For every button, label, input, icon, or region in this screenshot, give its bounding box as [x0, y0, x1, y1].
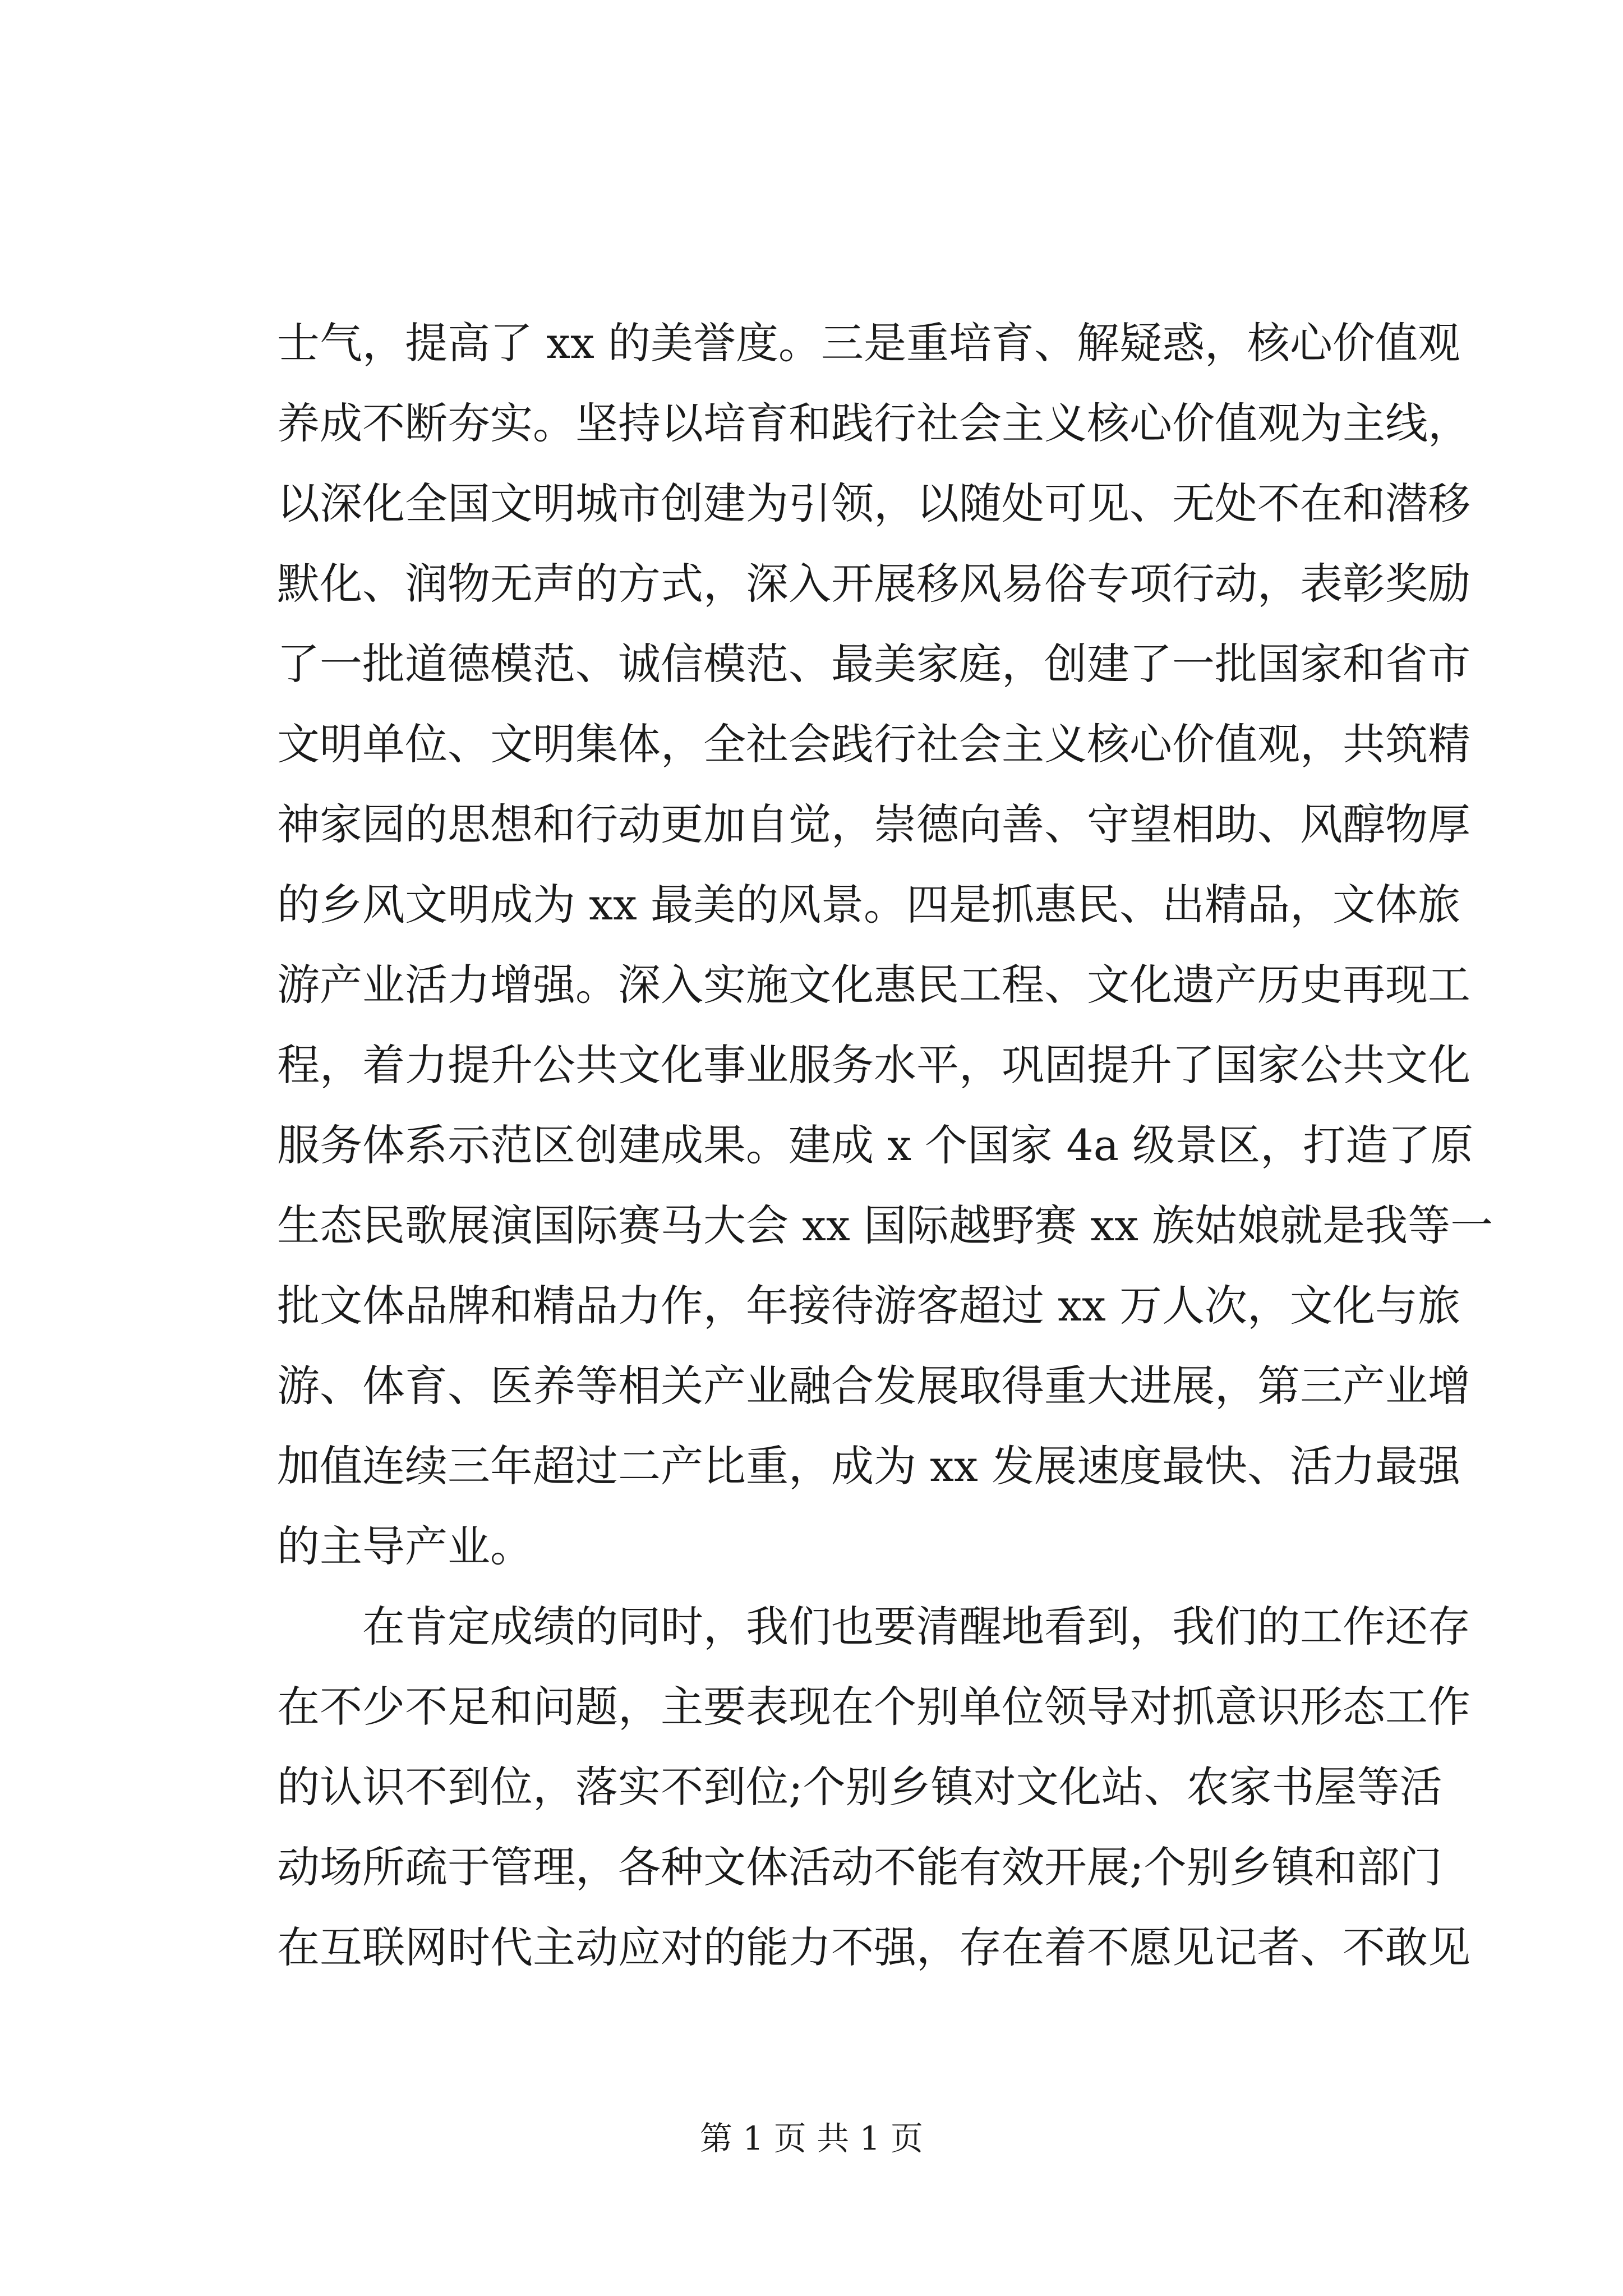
text-line: 养成不断夯实。坚持以培育和践行社会主义核心价值观为主线，: [277, 398, 1470, 448]
text-line: 服务体系示范区创建成果。建成 x 个国家 4a 级景区，打造了原: [277, 1120, 1474, 1170]
text-line: 的主导产业。: [277, 1521, 533, 1571]
text-line: 程，着力提升公共文化事业服务水平，巩固提升了国家公共文化: [277, 1040, 1470, 1090]
text-line: 默化、润物无声的方式，深入开展移风易俗专项行动，表彰奖励: [277, 559, 1470, 609]
text-line: 在互联网时代主动应对的能力不强，存在着不愿见记者、不敢见: [277, 1922, 1470, 1972]
text-line: 生态民歌展演国际赛马大会 xx 国际越野赛 xx 族姑娘就是我等一: [277, 1200, 1493, 1250]
text-line: 文明单位、文明集体，全社会践行社会主义核心价值观，共筑精: [277, 719, 1470, 769]
paragraph: [277, 1586, 1470, 1987]
text-line: 批文体品牌和精品力作，年接待游客超过 xx 万人次，文化与旅: [277, 1281, 1461, 1331]
page-number-footer: 第 1 页 共 1 页: [700, 2119, 923, 2157]
text-line: 以深化全国文明城市创建为引领，以随处可见、无处不在和潜移: [277, 478, 1470, 528]
body-text: [277, 303, 1493, 1987]
text-line: 动场所疏于管理，各种文体活动不能有效开展;个别乡镇和部门: [277, 1842, 1442, 1892]
text-line: 的乡风文明成为 xx 最美的风景。四是抓惠民、出精品，文体旅: [277, 880, 1461, 930]
text-line: 士气，提高了 xx 的美誉度。三是重培育、解疑惑，核心价值观: [277, 318, 1461, 368]
text-line: 在肯定成绩的同时，我们也要清醒地看到，我们的工作还存: [362, 1602, 1470, 1651]
text-line: 游、体育、医养等相关产业融合发展取得重大进展，第三产业增: [277, 1361, 1470, 1411]
text-line: 游产业活力增强。深入实施文化惠民工程、文化遗产历史再现工: [277, 960, 1470, 1010]
text-line: 了一批道德模范、诚信模范、最美家庭，创建了一批国家和省市: [277, 639, 1470, 689]
text-line: 神家园的思想和行动更加自觉，崇德向善、守望相助、风醇物厚: [277, 799, 1470, 849]
text-line: 在不少不足和问题，主要表现在个别单位领导对抓意识形态工作: [277, 1682, 1470, 1732]
text-line: 的认识不到位，落实不到位;个别乡镇对文化站、农家书屋等活: [277, 1762, 1442, 1812]
paragraph: [277, 303, 1493, 1586]
text-line: 加值连续三年超过二产比重，成为 xx 发展速度最快、活力最强: [277, 1441, 1461, 1491]
